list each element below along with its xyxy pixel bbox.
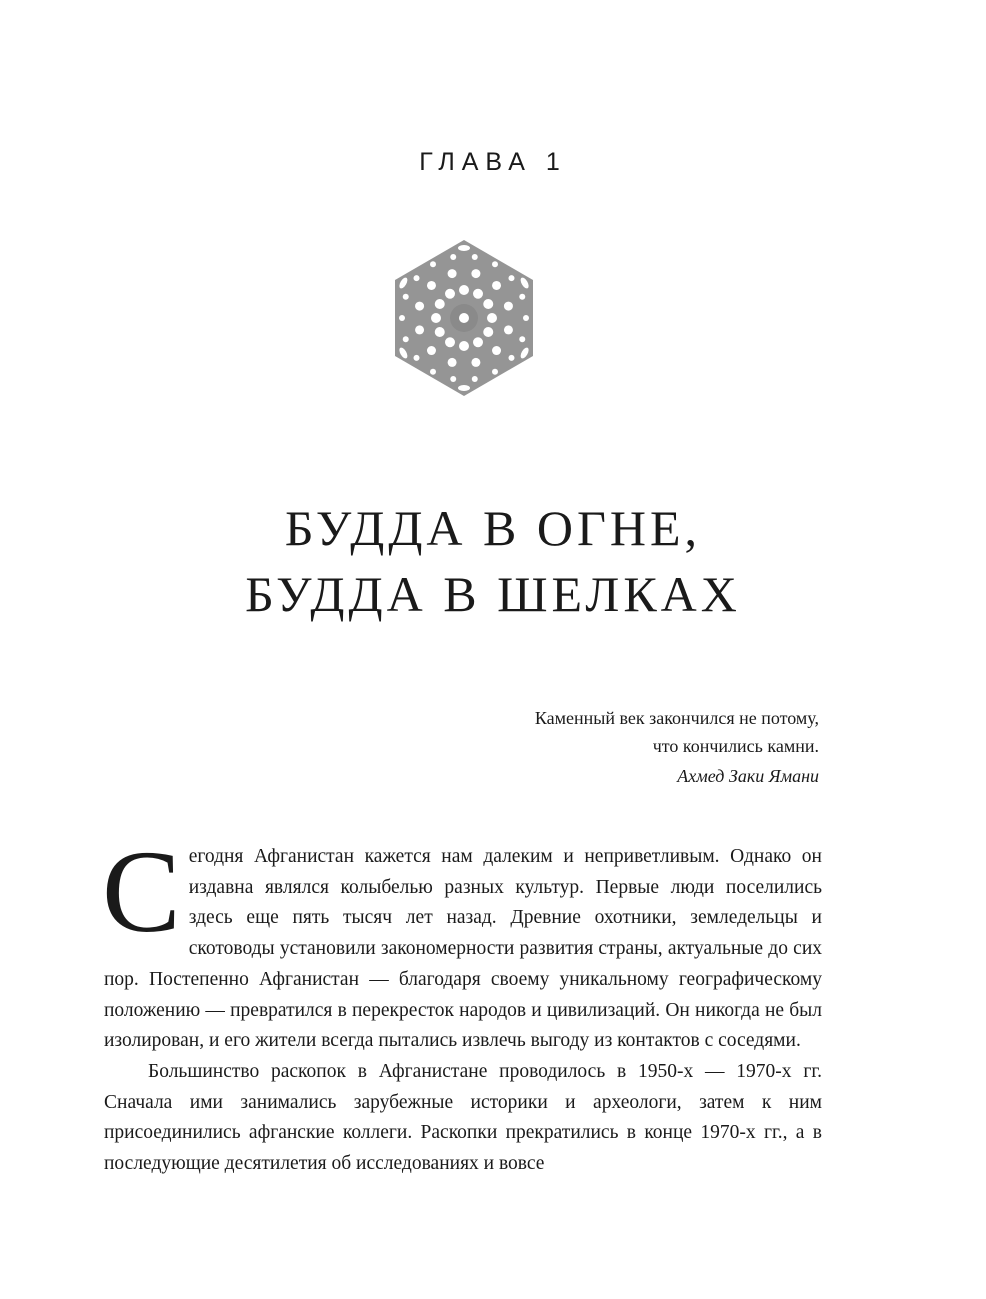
paragraph-1 — [102, 826, 822, 1057]
chapter-title — [0, 495, 986, 627]
chapter-title-line-2: БУДДА В ШЕЛКАХ — [245, 566, 741, 622]
epigraph — [319, 704, 819, 790]
paragraph-2: Большинство раскопок в Афганистане проводилось в 1950-х — 1970-х гг. Сначала ими занимались зарубежные историки и археологи, затем к ним присоединились афганские коллеги. Раскопки прекратились в конце 1970-х гг., а в последующие десятилетия об исследованиях и вовсе — [104, 1060, 822, 1175]
epigraph-line-1: Каменный век закончился не потому, — [534, 708, 819, 728]
body-text — [102, 826, 822, 1180]
epigraph-line-2: что кончились камни. — [652, 736, 819, 756]
chapter-label: ГЛАВА 1 — [419, 148, 567, 176]
paragraph-1-text: егодня Афганистан кажется нам далеким и неприветливым. Однако он издавна являлся колыбелью разных культур. Первые люди поселились здесь еще пять тысяч лет назад. Древние охотники, земледельцы и скотоводы установили закономерности развития страны, актуальные до сих пор. Постепенно Афганистан — благодаря своему уникальному географическому положению — превратился в перекресток народов и цивилизаций. Он никогда не был изолирован, и его жители всегда пытались извлечь выгоду из контактов с соседями. — [104, 846, 822, 1052]
mandala-ornament-icon — [384, 238, 544, 398]
epigraph-author: Ахмед Заки Ямани — [677, 766, 819, 786]
chapter-title-line-1: БУДДА В ОГНЕ, — [284, 500, 702, 556]
drop-cap: С — [102, 826, 181, 957]
